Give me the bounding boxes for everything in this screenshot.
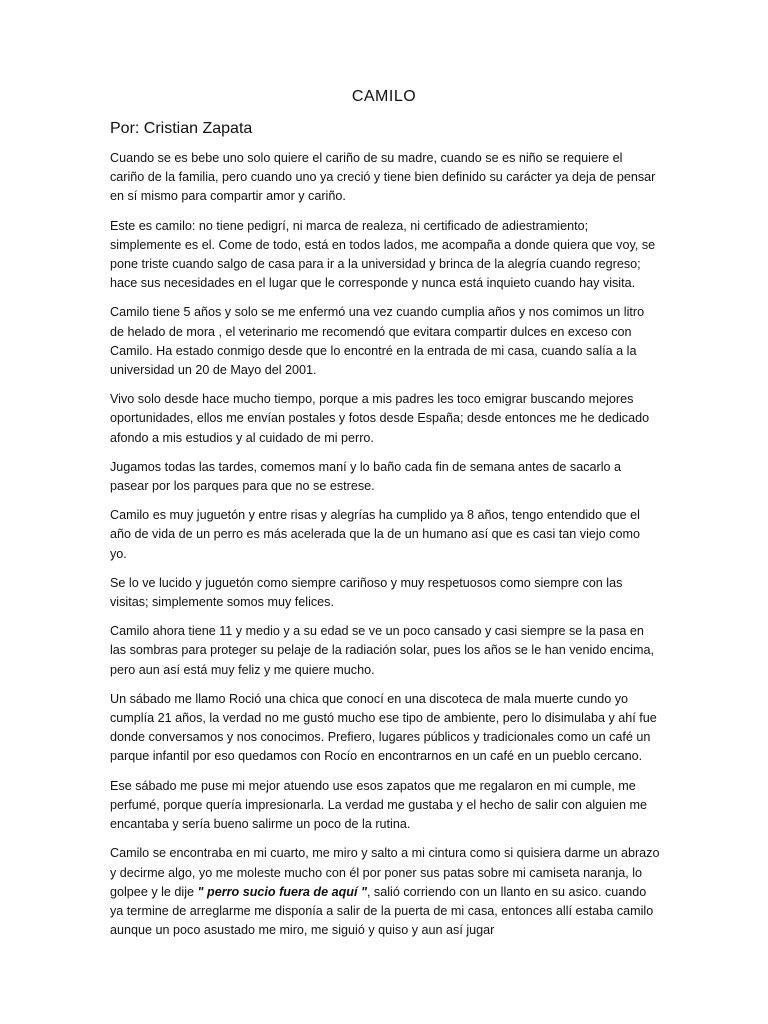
- document-body: [110, 149, 660, 950]
- document-author: Por: Cristian Zapata: [110, 120, 253, 137]
- paragraph: Se lo ve lucido y juguetón como siempre cariñoso y muy respetuosos como siempre con las visitas; simplemente somos muy felices.: [110, 575, 623, 610]
- document-title: CAMILO: [351, 88, 417, 105]
- paragraph: Cuando se es bebe uno solo quiere el cariño de su madre, cuando se es niño se requiere el cariño de la familia, pero cuando uno ya creció y tiene bien definido su carácter ya deja de pensar en sí mismo para compartir amor y cariño.: [110, 151, 656, 204]
- paragraph-text: Camilo se encontraba en mi cuarto, me miro y salto a mi cintura como si quisiera darme un abrazo y decirme algo, yo me moleste mucho con él por poner sus patas sobre mi camiseta naranja, lo golpee y le dije: [110, 846, 660, 899]
- paragraph: Camilo es muy juguetón y entre risas y alegrías ha cumplido ya 8 años, tengo entendido que el año de vida de un perro es más acelerada que la de un humano así que es casi tan viejo como yo.: [110, 508, 640, 561]
- paragraph: Camilo ahora tiene 11 y medio y a su edad se ve un poco cansado y casi siempre se la pasa en las sombras para proteger su pelaje de la radiación solar, pues los años se le han venido encima, pero aun así está muy feliz y me quiere mucho.: [110, 624, 654, 677]
- paragraph: Camilo tiene 5 años y solo se me enfermó una vez cuando cumplia años y nos comimos un litro de helado de mora , el veterinario me recomendó que evitara compartir dulces en exceso con Camilo. Ha estado conmigo desde que lo encontré en la entrada de mi casa, cuando salía a la universidad un 20 de Mayo del 2001.: [110, 305, 645, 378]
- paragraph: Vivo solo desde hace mucho tiempo, porque a mis padres les toco emigrar buscando mejores oportunidades, ellos me envían postales y fotos desde España; desde entonces me he dedicado afondo a mis estudios y al cuidado de mi perro.: [110, 392, 650, 445]
- paragraph-text: , salió corriendo con un llanto en su asico. cuando ya termine de arreglarme me disponía a salir de la puerta de mi casa, entonces allí estaba camilo aunque un poco asustado me miro, me siguió y quiso y aun así jugar: [110, 884, 654, 938]
- paragraph: Jugamos todas las tardes, comemos maní y lo baño cada fin de semana antes de sacarlo a pasear por los parques para que no se estrese.: [110, 459, 622, 494]
- paragraph: Ese sábado me puse mi mejor atuendo use esos zapatos que me regalaron en mi cumple, me perfumé, porque quería impresionarla. La verdad me gustaba y el hecho de salir con alguien me encantaba y sería bueno salirme un poco de la rutina.: [110, 778, 647, 832]
- paragraph: Este es camilo: no tiene pedigrí, ni marca de realeza, ni certificado de adiestramiento; simplemente es el. Come de todo, está en todos lados, me acompaña a donde quiera que voy, se pone triste cuando salgo de casa para ir a la universidad y brinca de la alegría cuando regreso; hace sus necesidades en el lugar que le corresponde y nunca está inquieto cuando hay visita.: [110, 218, 656, 291]
- paragraph-last: [110, 844, 660, 940]
- paragraph: Un sábado me llamo Roció una chica que conocí en una discoteca de mala muerte cundo yo cumplía 21 años, la verdad no me gustó mucho ese tipo de ambiente, pero lo disimulaba y ahí fue donde conversamos y nos conocimos. Prefiero, lugares públicos y tradicionales como un café un parque infantil por eso quedamos con Rocío en encontrarnos en un café en un pueblo cercano.: [110, 691, 657, 764]
- quoted-phrase: " perro sucio fuera de aquí ": [197, 884, 367, 899]
